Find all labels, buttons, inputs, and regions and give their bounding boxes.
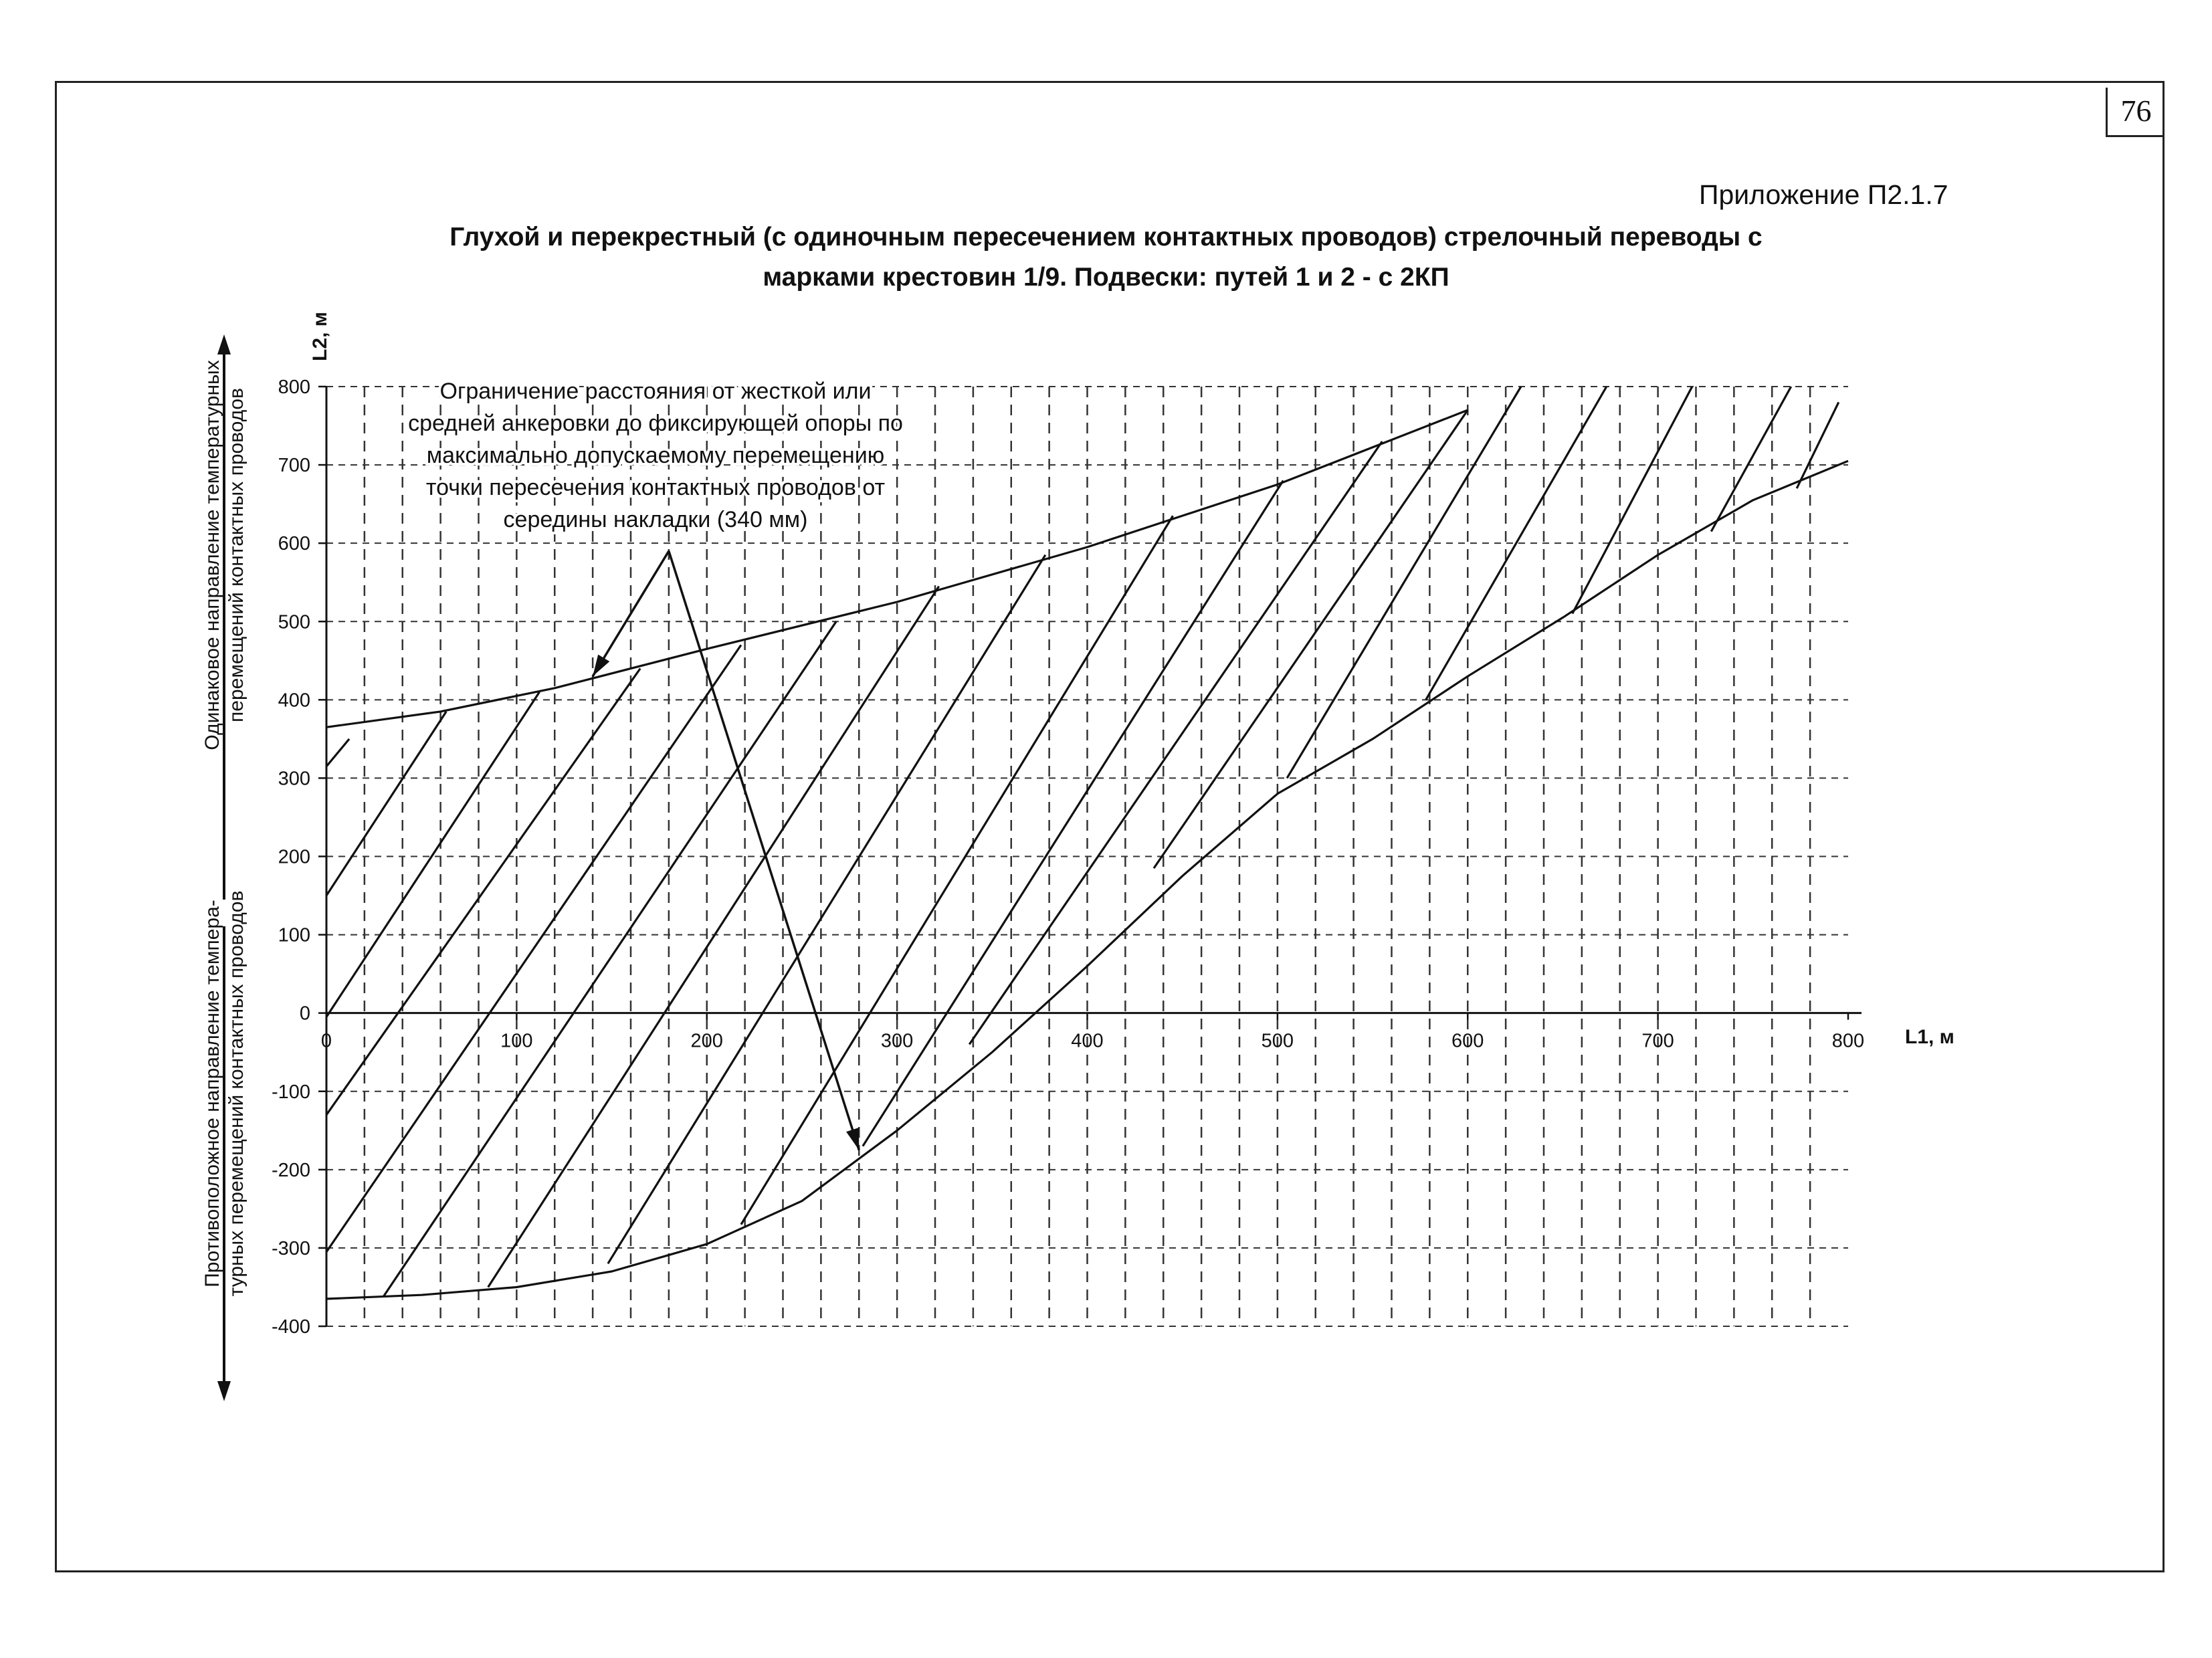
- series-iso-line-17: [1797, 402, 1839, 488]
- x-tick-label: 300: [880, 1030, 914, 1052]
- y-tick-label: -100: [271, 1081, 310, 1103]
- x-tick-label: 0: [320, 1030, 332, 1052]
- series-iso-line-16: [1711, 387, 1791, 532]
- series-iso-line-11: [969, 441, 1382, 1045]
- y-tick-label: 300: [278, 768, 310, 790]
- y-tick-label: -300: [271, 1237, 310, 1259]
- y-tick-label: 800: [278, 377, 310, 398]
- series-iso-line-2: [326, 712, 446, 896]
- series-iso-line-6: [383, 621, 836, 1296]
- chart-title-line-2: марками крестовин 1/9. Подвески: путей 1 и 2 - с 2КП: [763, 263, 1449, 292]
- appendix-label: Приложение П2.1.7: [1699, 179, 1948, 210]
- y-tick-label: 700: [278, 455, 310, 477]
- annotation-text-line: средней анкеровки до фиксирующей опоры по: [408, 411, 903, 436]
- x-tick-label: 700: [1641, 1030, 1674, 1052]
- x-tick-label: 500: [1261, 1030, 1294, 1052]
- series-iso-line-1: [326, 739, 349, 766]
- series-iso-line-15: [1573, 387, 1692, 614]
- series-iso-line-8: [608, 555, 1045, 1264]
- x-tick-label: 200: [690, 1030, 723, 1052]
- annotation-text-line: максимально допускаемому перемещению: [426, 443, 885, 468]
- x-tick-label: 400: [1071, 1030, 1104, 1052]
- upper-direction-label-line-1: Одинаковое направление температурных: [201, 360, 223, 750]
- y-tick-label: 0: [299, 1003, 310, 1025]
- y-tick-label: 500: [278, 611, 310, 633]
- y-tick-label: 100: [278, 924, 310, 946]
- x-axis-label: L1, м: [1905, 1026, 1954, 1048]
- series-iso-line-3: [326, 692, 540, 1017]
- y-tick-label: 600: [278, 533, 310, 555]
- annotation-arrowhead: [593, 655, 609, 677]
- x-tick-label: 600: [1451, 1030, 1484, 1052]
- series-iso-line-4: [326, 669, 640, 1115]
- series-iso-line-5: [326, 645, 741, 1251]
- annotation: [408, 379, 903, 1150]
- y-axis-label: L2, м: [309, 312, 331, 361]
- annotation-arrow: [669, 551, 859, 1150]
- y-tick-label: -400: [271, 1316, 310, 1338]
- lower-direction-label-line-1: Противоположное направление темпера-: [201, 900, 223, 1287]
- direction-arrows: [217, 334, 231, 1401]
- annotation-text-line: точки пересечения контактных проводов от: [425, 475, 886, 500]
- page-number: 76: [2106, 88, 2165, 137]
- x-tick-label: 100: [500, 1030, 533, 1052]
- upper-arrowhead: [217, 334, 231, 354]
- lower-direction-label-line-2: турных перемещений контактных проводов: [225, 890, 247, 1297]
- x-tick-label: 800: [1831, 1030, 1865, 1052]
- lower-arrowhead: [217, 1381, 231, 1401]
- annotation-text-line: середины накладки (340 мм): [503, 507, 808, 532]
- annotation-arrowhead: [846, 1128, 859, 1150]
- annotation-text-line: Ограничение расстояния от жесткой или: [439, 379, 872, 404]
- y-tick-label: 400: [278, 690, 310, 712]
- y-tick-label: 200: [278, 846, 310, 868]
- y-tick-label: -200: [271, 1159, 310, 1181]
- chart-title-line-1: Глухой и перекрестный (с одиночным пересечением контактных проводов) стрелочный переводы с: [449, 223, 1763, 251]
- upper-direction-label-line-2: перемещений контактных проводов: [225, 388, 247, 722]
